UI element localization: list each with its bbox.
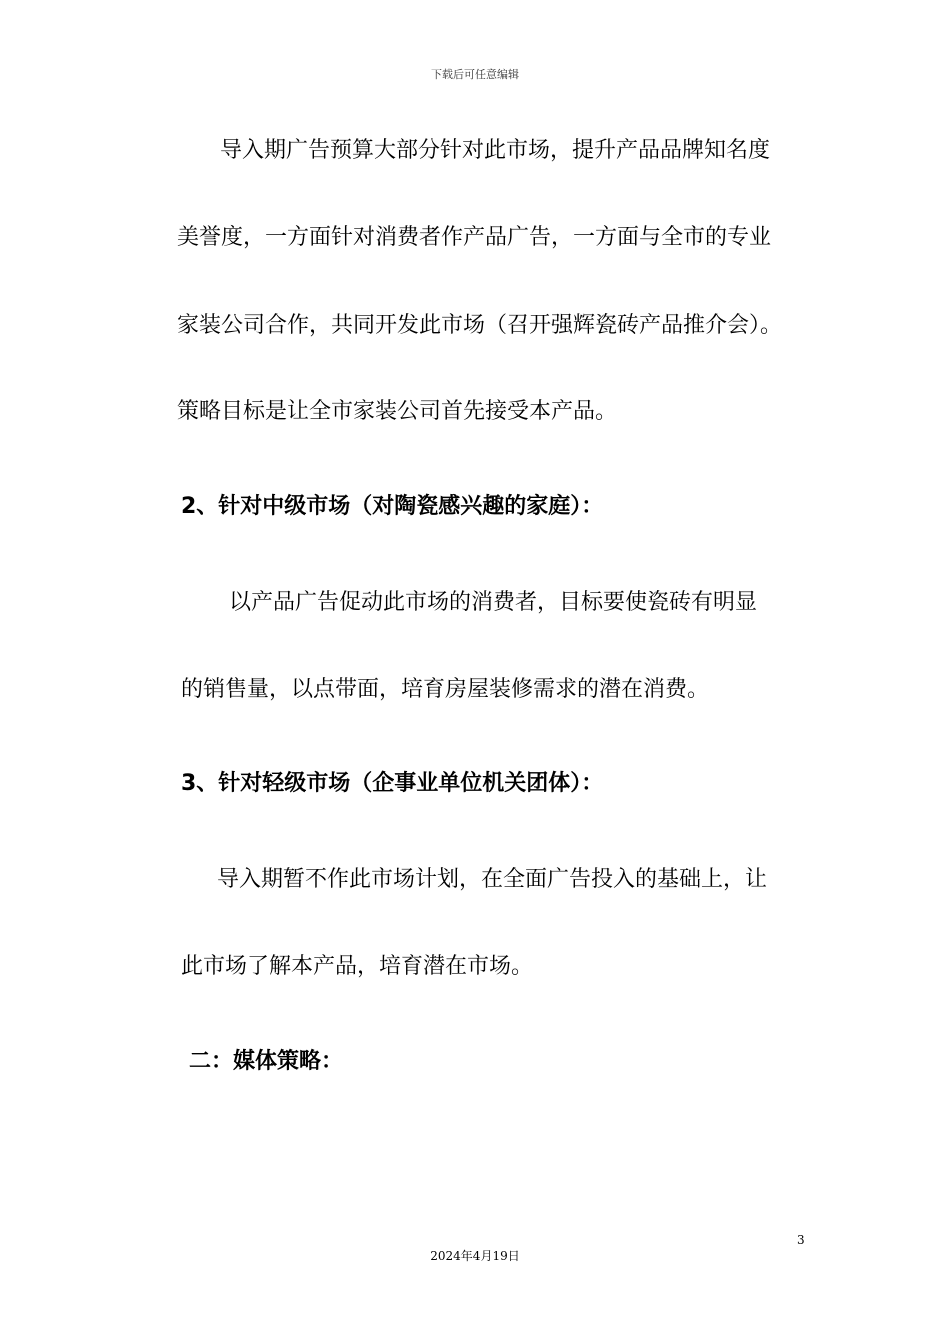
paragraph-line: 此市场了解本产品，培育潜在市场。 (181, 954, 534, 979)
section-heading: 2、针对中级市场（对陶瓷感兴趣的家庭）： (181, 494, 604, 519)
paragraph-line: 策略目标是让全市家装公司首先接受本产品。 (177, 399, 618, 424)
paragraph-line: 导入期广告预算大部分针对此市场，提升产品品牌知名度 (220, 138, 771, 163)
section-heading: 3、针对轻级市场（企事业单位机关团体）： (181, 771, 604, 796)
section-heading: 二：媒体策略： (189, 1049, 344, 1074)
footer-date: 2024年4月19日 (430, 1249, 520, 1263)
page-number: 3 (797, 1233, 805, 1247)
paragraph-line: 导入期暂不作此市场计划，在全面广告投入的基础上，让 (217, 867, 768, 892)
paragraph-line: 的销售量，以点带面，培育房屋装修需求的潜在消费。 (181, 677, 710, 702)
page-header: 下载后可任意编辑 (431, 68, 519, 81)
paragraph-line: 美誉度，一方面针对消费者作产品广告，一方面与全市的专业 (177, 225, 772, 250)
paragraph-line: 以产品广告促动此市场的消费者，目标要使瓷砖有明显 (229, 590, 758, 615)
paragraph-line: 家装公司合作，共同开发此市场（召开强辉瓷砖产品推介会）。 (177, 313, 783, 338)
